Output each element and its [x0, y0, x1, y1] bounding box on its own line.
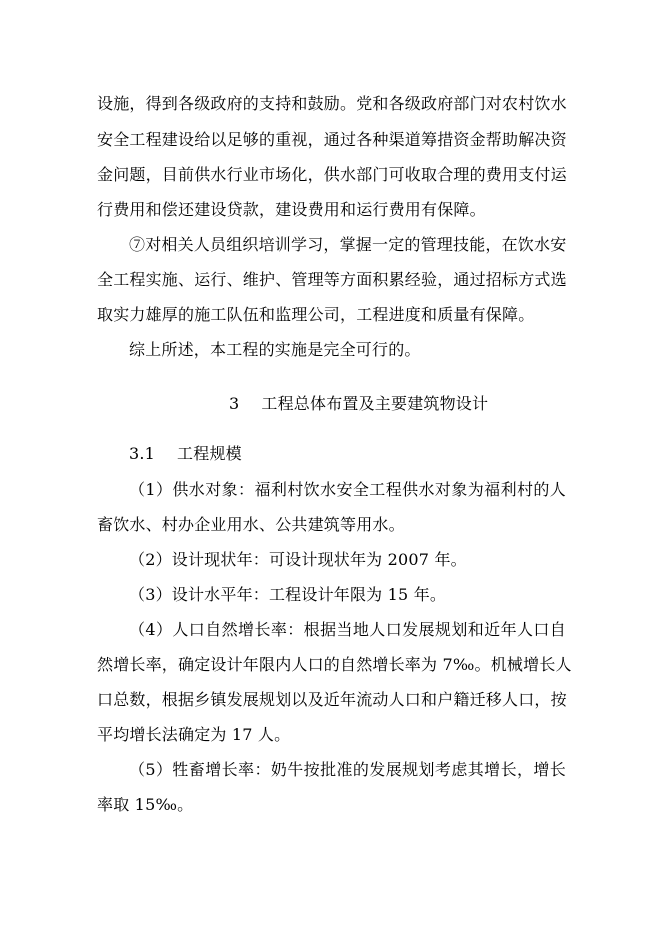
paragraph-line: 设施，得到各级政府的支持和鼓励。党和各级政府部门对农村饮水: [97, 94, 567, 113]
list-item-line: （3）设计水平年：工程设计年限为 15 年。: [129, 585, 447, 604]
list-item-line: （2）设计现状年：可设计现状年为 2007 年。: [129, 550, 467, 569]
list-item-line: （5）牲畜增长率：奶牛按批准的发展规划考虑其增长，增长: [129, 760, 566, 779]
subsection-title: 工程规模: [177, 444, 242, 463]
list-item-line: 然增长率，确定设计年限内人口的自然增长率为 7‰。机械增长人: [97, 655, 572, 674]
paragraph-line: 金问题，目前供水行业市场化，供水部门可收取合理的费用支付运: [97, 165, 567, 184]
paragraph-line: 取实力雄厚的施工队伍和监理公司，工程进度和质量有保障。: [97, 305, 535, 324]
paragraph-line: ⑦对相关人员组织培训学习，掌握一定的管理技能，在饮水安: [129, 235, 567, 254]
list-item-line: 平均增长法确定为 17 人。: [97, 725, 291, 744]
paragraph-line: 行费用和偿还建设贷款，建设费用和运行费用有保障。: [97, 200, 486, 219]
paragraph-line: 安全工程建设给以足够的重视，通过各种渠道筹措资金帮助解决资: [97, 130, 567, 149]
section-number: 3: [229, 394, 240, 413]
subsection-number: 3.1: [129, 444, 156, 463]
paragraph-line: 全工程实施、运行、维护、管理等方面积累经验，通过招标方式选: [97, 270, 567, 289]
subsection-heading: [129, 443, 242, 465]
list-item-line: 畜饮水、村办企业用水、公共建筑等用水。: [97, 515, 405, 534]
section-heading: [229, 393, 488, 415]
paragraph-line: 综上所述，本工程的实施是完全可行的。: [129, 340, 421, 359]
list-item-line: 口总数，根据乡镇发展规划以及近年流动人口和户籍迁移人口，按: [97, 690, 567, 709]
list-item-line: （1）供水对象：福利村饮水安全工程供水对象为福利村的人: [129, 480, 566, 499]
list-item-line: （4）人口自然增长率：根据当地人口发展规划和近年人口自: [129, 620, 566, 639]
section-title: 工程总体布置及主要建筑物设计: [261, 394, 489, 413]
list-item-line: 率取 15‰。: [97, 795, 194, 814]
